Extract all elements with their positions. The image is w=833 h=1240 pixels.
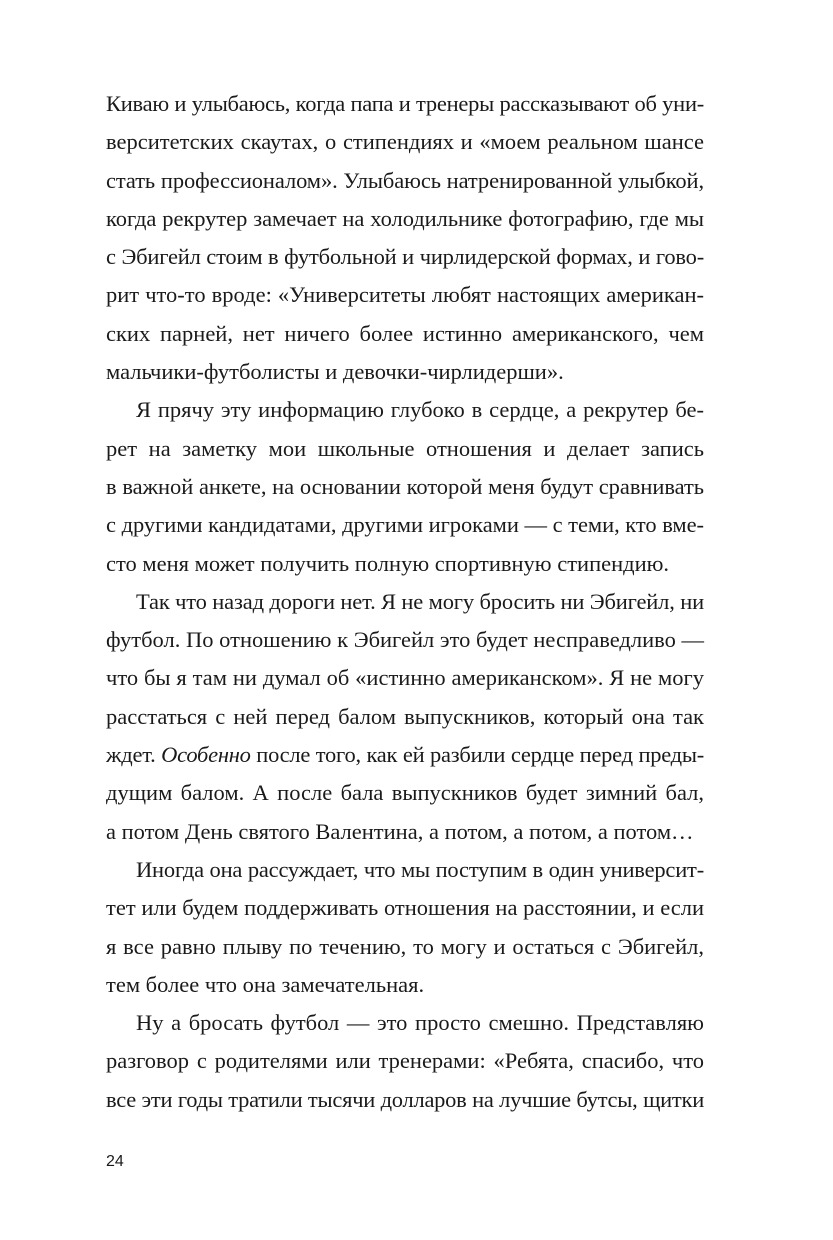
text-line: все эти годы тратили тысячи долларов на лучшие бутсы, щитки (106, 1086, 704, 1112)
text-line: Киваю и улыбаюсь, когда папа и тренеры рассказывают об уни- (106, 91, 704, 116)
text-line: а потом День святого Валентина, а потом, а потом, а потом… (106, 818, 694, 844)
text-line: Иногда она рассуждает, что мы поступим в один университ- (136, 856, 704, 882)
text-line: сто меня может получить полную спортивную стипендию. (106, 550, 670, 576)
page-number: 24 (106, 1153, 124, 1170)
text-line: тем более что она замечательная. (106, 971, 425, 997)
text-line: когда рекрутер замечает на холодильнике фотографию, где мы (106, 205, 704, 231)
text-line (106, 736, 704, 774)
text-line: разговор с родителями или тренерами: «Ребята, спасибо, что (106, 1048, 704, 1074)
text-fragment: ждет. (106, 742, 162, 768)
emphasis-text: Особенно (161, 742, 251, 768)
text-line: я все равно плыву по течению, то могу и остаться с Эбигейл, (106, 933, 704, 959)
text-fragment: после того, как ей разбили сердце перед преды- (250, 742, 704, 768)
body-text (106, 85, 704, 1119)
text-line: футбол. По отношению к Эбигейл это будет несправедливо — (106, 627, 704, 653)
text-line: с другими кандидатами, другими игроками — с теми, кто вме- (106, 512, 704, 538)
text-line: дущим балом. А после бала выпускников будет зимний бал, (106, 780, 704, 806)
text-line: тет или будем поддерживать отношения на расстоянии, и если (106, 895, 704, 921)
text-line: что бы я там ни думал об «истинно американском». Я не могу (106, 665, 704, 691)
text-line: рит что-то вроде: «Университеты любят настоящих американ- (106, 282, 704, 308)
text-line: Я прячу эту информацию глубоко в сердце, а рекрутер бе- (136, 397, 704, 423)
text-line: с Эбигейл стоим в футбольной и чирлидерской формах, и гово- (106, 244, 704, 270)
text-line: рет на заметку мои школьные отношения и делает запись (106, 435, 704, 461)
text-line: Ну а бросать футбол — это просто смешно. Представляю (136, 1010, 704, 1036)
text-line: расстаться с ней перед балом выпускников, который она так (106, 703, 704, 729)
text-line: Так что назад дороги нет. Я не могу бросить ни Эбигейл, ни (136, 588, 704, 614)
text-line: верситетских скаутах, о стипендиях и «моем реальном шансе (106, 129, 704, 155)
text-line: мальчики-футболисты и девочки-чирлидерши». (106, 359, 564, 385)
text-line: стать профессионалом». Улыбаюсь натренированной улыбкой, (106, 167, 704, 193)
text-line: в важной анкете, на основании которой меня будут сравнивать (106, 473, 704, 499)
text-line: ских парней, нет ничего более истинно американского, чем (106, 320, 704, 346)
